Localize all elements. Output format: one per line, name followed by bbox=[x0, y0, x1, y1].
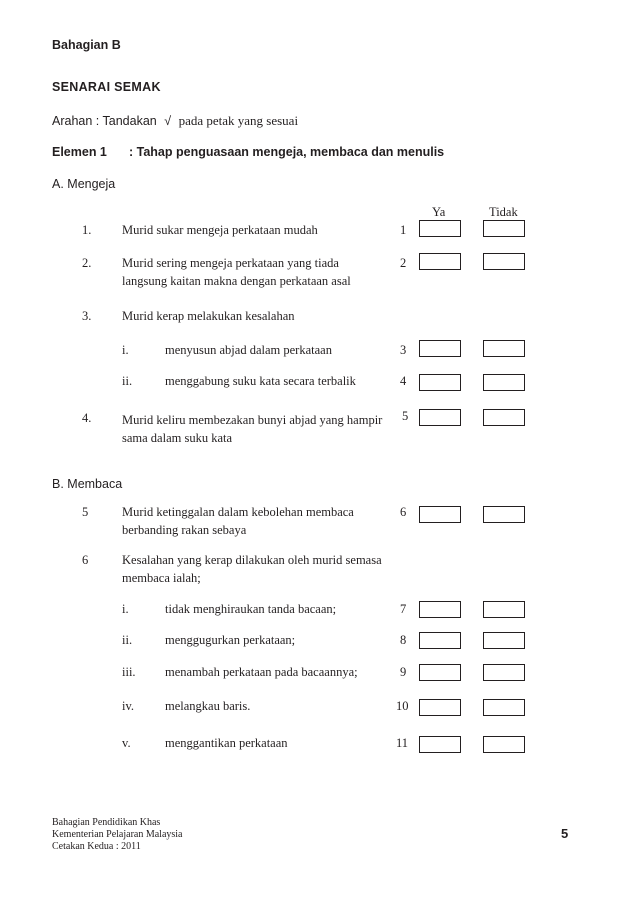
yes-checkbox[interactable] bbox=[419, 632, 461, 649]
subitem-number: v. bbox=[122, 736, 131, 750]
item-number: 5 bbox=[82, 505, 89, 519]
item-text: Murid sering mengeja perkataan yang tiada langsung kaitan makna dengan perkataan asal bbox=[122, 256, 351, 288]
item-code: 4 bbox=[400, 374, 407, 388]
item-code: 6 bbox=[400, 505, 407, 519]
page-number: 5 bbox=[561, 826, 569, 841]
item-code: 8 bbox=[400, 633, 407, 647]
subitem-text: menambah perkataan pada bacaannya; bbox=[165, 665, 358, 679]
item-number: 1. bbox=[82, 223, 92, 237]
no-checkbox[interactable] bbox=[483, 220, 525, 237]
no-checkbox[interactable] bbox=[483, 601, 525, 618]
no-checkbox[interactable] bbox=[483, 409, 525, 426]
yes-checkbox[interactable] bbox=[419, 506, 461, 523]
item-code: 3 bbox=[400, 343, 407, 357]
yes-checkbox[interactable] bbox=[419, 253, 461, 270]
no-checkbox[interactable] bbox=[483, 253, 525, 270]
column-yes-header: Ya bbox=[432, 205, 446, 219]
subitem-number: ii. bbox=[122, 374, 133, 388]
subitem-number: i. bbox=[122, 602, 129, 616]
yes-checkbox[interactable] bbox=[419, 374, 461, 391]
subitem-number: iv. bbox=[122, 699, 135, 713]
item-code: 1 bbox=[400, 223, 407, 237]
subitem-text: tidak menghiraukan tanda bacaan; bbox=[165, 602, 337, 616]
item-code: 11 bbox=[396, 736, 409, 750]
footer-info bbox=[52, 817, 183, 853]
instruction-rest: pada petak yang sesuai bbox=[178, 113, 299, 128]
item-text: Murid ketinggalan dalam kebolehan membaca berbanding rakan sebaya bbox=[122, 505, 354, 537]
item-text: Murid kerap melakukan kesalahan bbox=[122, 309, 295, 323]
subitem-text: menggugurkan perkataan; bbox=[165, 633, 296, 647]
instruction-line bbox=[52, 113, 298, 129]
section-heading: Bahagian B bbox=[52, 38, 121, 52]
no-checkbox[interactable] bbox=[483, 699, 525, 716]
no-checkbox[interactable] bbox=[483, 506, 525, 523]
item-code: 9 bbox=[400, 665, 407, 679]
item-number: 2. bbox=[82, 256, 92, 270]
yes-checkbox[interactable] bbox=[419, 664, 461, 681]
element-label: Elemen 1 bbox=[52, 145, 107, 159]
item-text: Kesalahan yang kerap dilakukan oleh murid semasa membaca ialah; bbox=[122, 553, 382, 585]
item-code: 2 bbox=[400, 256, 407, 270]
item-text: Murid keliru membezakan bunyi abjad yang hampir sama dalam suku kata bbox=[122, 413, 383, 445]
column-no-header: Tidak bbox=[489, 205, 518, 219]
footer-line: Bahagian Pendidikan Khas bbox=[52, 817, 161, 828]
item-code: 10 bbox=[396, 699, 409, 713]
item-number: 3. bbox=[82, 309, 92, 323]
no-checkbox[interactable] bbox=[483, 374, 525, 391]
item-number: 6 bbox=[82, 553, 89, 567]
yes-checkbox[interactable] bbox=[419, 340, 461, 357]
footer-line: Kementerian Pelajaran Malaysia bbox=[52, 829, 183, 840]
subitem-text: menyusun abjad dalam perkataan bbox=[165, 343, 332, 357]
element-title: : Tahap penguasaan mengeja, membaca dan menulis bbox=[129, 145, 445, 159]
subitem-number: ii. bbox=[122, 633, 133, 647]
section-a-title: A. Mengeja bbox=[52, 177, 116, 191]
section-b-title: B. Membaca bbox=[52, 477, 123, 491]
item-code: 5 bbox=[402, 409, 409, 423]
no-checkbox[interactable] bbox=[483, 736, 525, 753]
instruction-text: Tandakan bbox=[102, 114, 157, 128]
item-code: 7 bbox=[400, 602, 407, 616]
yes-checkbox[interactable] bbox=[419, 220, 461, 237]
subitem-number: i. bbox=[122, 343, 129, 357]
yes-checkbox[interactable] bbox=[419, 601, 461, 618]
yes-checkbox[interactable] bbox=[419, 409, 461, 426]
footer-line: Cetakan Kedua : 2011 bbox=[52, 841, 141, 852]
subitem-text: menggantikan perkataan bbox=[165, 736, 288, 750]
instruction-label: Arahan : bbox=[52, 114, 100, 128]
no-checkbox[interactable] bbox=[483, 632, 525, 649]
item-number: 4. bbox=[82, 411, 92, 425]
no-checkbox[interactable] bbox=[483, 340, 525, 357]
yes-checkbox[interactable] bbox=[419, 699, 461, 716]
yes-checkbox[interactable] bbox=[419, 736, 461, 753]
checklist-title: SENARAI SEMAK bbox=[52, 80, 161, 94]
item-text: Murid sukar mengeja perkataan mudah bbox=[122, 223, 318, 237]
subitem-text: menggabung suku kata secara terbalik bbox=[165, 374, 356, 388]
subitem-text: melangkau baris. bbox=[165, 699, 251, 713]
subitem-number: iii. bbox=[122, 665, 136, 679]
check-mark-icon: √ bbox=[164, 114, 172, 128]
no-checkbox[interactable] bbox=[483, 664, 525, 681]
